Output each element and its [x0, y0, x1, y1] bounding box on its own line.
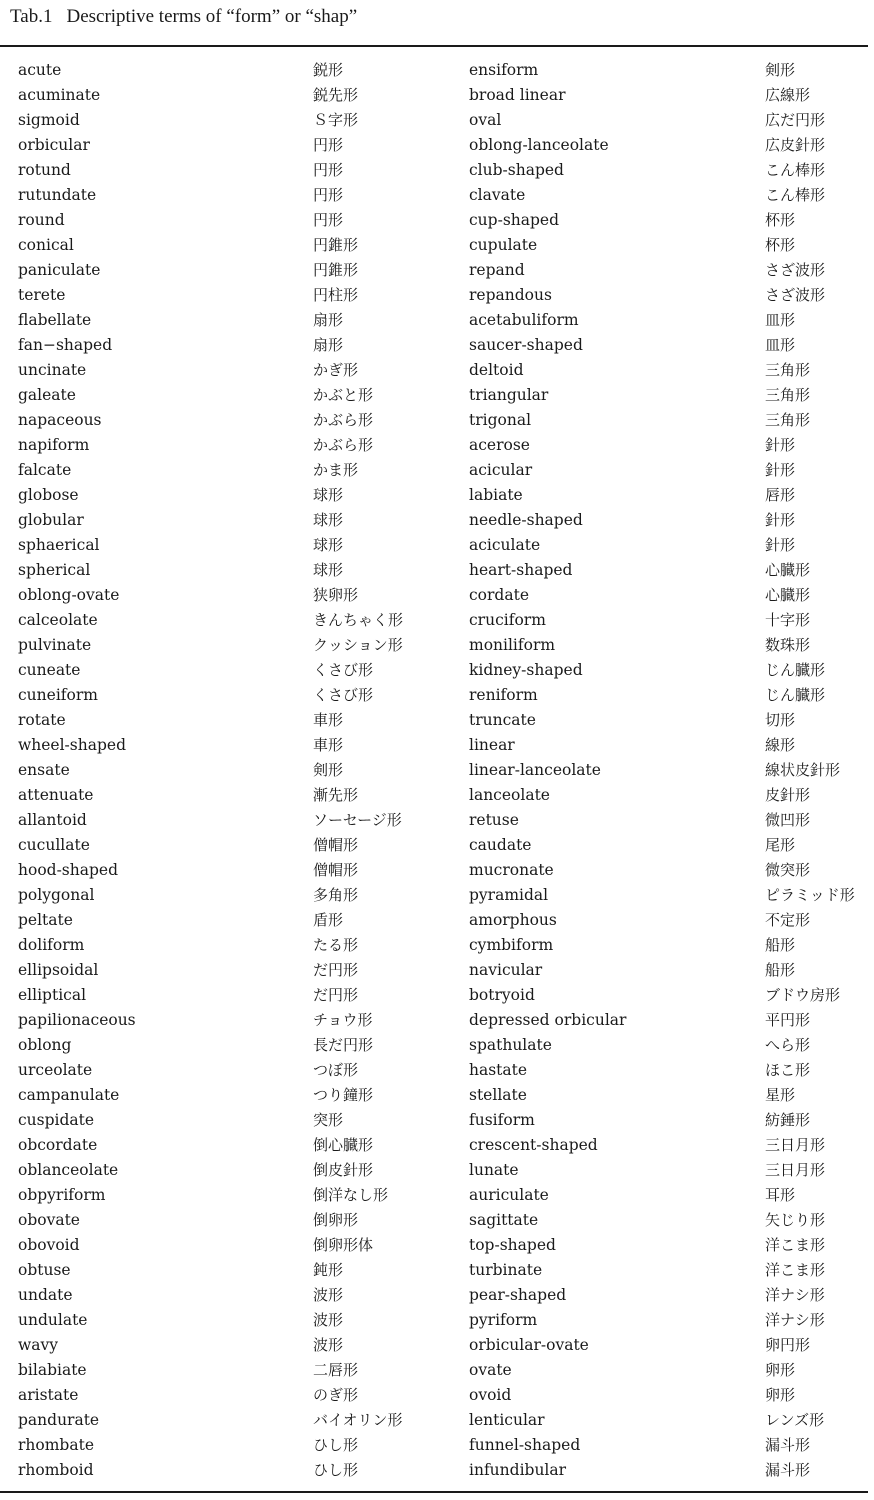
term-english-left: pulvinate	[18, 636, 92, 654]
term-english-right: hastate	[469, 1061, 528, 1079]
table-row	[0, 1283, 874, 1308]
term-english-right: infundibular	[469, 1461, 567, 1479]
table-row	[0, 383, 874, 408]
term-english-right: cordate	[469, 586, 529, 604]
term-japanese-left: 多角形	[313, 886, 359, 904]
term-english-left: bilabiate	[18, 1361, 87, 1379]
term-japanese-right: 三角形	[765, 361, 811, 379]
term-english-right: retuse	[469, 811, 519, 829]
term-japanese-right: 耳形	[765, 1186, 796, 1204]
term-english-left: galeate	[18, 386, 76, 404]
term-japanese-left: 倒洋なし形	[313, 1186, 389, 1204]
term-english-right: cupulate	[469, 236, 538, 254]
term-japanese-right: 三日月形	[765, 1161, 826, 1179]
term-japanese-right: 洋ナシ形	[765, 1286, 825, 1304]
term-japanese-left: かま形	[313, 461, 359, 479]
term-japanese-right: 皿形	[765, 311, 796, 329]
term-japanese-left: 円形	[313, 136, 344, 154]
term-english-left: oblong	[18, 1036, 72, 1054]
table-row	[0, 683, 874, 708]
term-japanese-right: 洋こま形	[765, 1236, 826, 1254]
term-japanese-right: さざ波形	[765, 261, 826, 279]
term-japanese-left: 円形	[313, 211, 344, 229]
term-japanese-left: 円形	[313, 186, 344, 204]
table-row	[0, 133, 874, 158]
term-japanese-left: ひし形	[313, 1461, 359, 1479]
term-japanese-right: 杯形	[765, 211, 796, 229]
term-japanese-right: 洋こま形	[765, 1261, 826, 1279]
term-english-left: terete	[18, 286, 66, 304]
table-row	[0, 1108, 874, 1133]
table-row	[0, 433, 874, 458]
table-row	[0, 933, 874, 958]
term-english-right: truncate	[469, 711, 536, 729]
term-english-left: urceolate	[18, 1061, 93, 1079]
term-english-right: caudate	[469, 836, 532, 854]
table-row	[0, 1458, 874, 1483]
term-english-left: hood-shaped	[18, 861, 119, 879]
table-number: Tab.1	[10, 6, 53, 27]
term-japanese-left: ひし形	[313, 1436, 359, 1454]
term-japanese-right: 広皮針形	[765, 136, 826, 154]
top-rule	[0, 45, 868, 47]
table-row	[0, 858, 874, 883]
table-row	[0, 283, 874, 308]
term-english-right: mucronate	[469, 861, 554, 879]
table-row	[0, 733, 874, 758]
term-english-left: cuneiform	[18, 686, 98, 704]
term-japanese-right: 漏斗形	[765, 1436, 811, 1454]
table-row	[0, 183, 874, 208]
term-japanese-right: 針形	[765, 536, 796, 554]
term-english-left: peltate	[18, 911, 73, 929]
table-row	[0, 983, 874, 1008]
table-row	[0, 1408, 874, 1433]
term-japanese-left: 扇形	[313, 311, 344, 329]
term-english-right: acicular	[469, 461, 533, 479]
term-japanese-left: 円錐形	[313, 236, 359, 254]
term-english-left: globose	[18, 486, 79, 504]
term-english-left: cuneate	[18, 661, 81, 679]
term-japanese-left: 長だ円形	[313, 1036, 374, 1054]
term-english-left: calceolate	[18, 611, 98, 629]
term-english-right: botryoid	[469, 986, 535, 1004]
term-japanese-left: くさび形	[313, 661, 374, 679]
term-japanese-left: 鋭先形	[313, 86, 359, 104]
term-english-left: ellipsoidal	[18, 961, 99, 979]
term-japanese-right: 紡錘形	[765, 1111, 811, 1129]
table-row	[0, 533, 874, 558]
term-japanese-left: 鋭形	[313, 61, 344, 79]
term-english-left: spherical	[18, 561, 91, 579]
table-row	[0, 58, 874, 83]
table-row	[0, 783, 874, 808]
table-row	[0, 458, 874, 483]
term-japanese-left: 突形	[313, 1111, 344, 1129]
term-english-left: wavy	[18, 1336, 59, 1354]
term-english-left: sphaerical	[18, 536, 100, 554]
term-english-left: wheel-shaped	[18, 736, 126, 754]
term-english-left: napaceous	[18, 411, 102, 429]
term-english-left: globular	[18, 511, 84, 529]
term-japanese-right: 尾形	[765, 836, 796, 854]
term-japanese-left: 僧帽形	[313, 861, 359, 879]
term-japanese-left: つり鐘形	[313, 1086, 374, 1104]
term-english-right: oval	[469, 111, 502, 129]
table-caption	[10, 6, 357, 28]
table-row	[0, 1333, 874, 1358]
term-english-left: allantoid	[18, 811, 87, 829]
term-english-left: flabellate	[18, 311, 92, 329]
term-japanese-left: ソーセージ形	[313, 811, 402, 829]
term-english-right: cup-shaped	[469, 211, 560, 229]
table-title: Descriptive terms of “form” or “shap”	[66, 6, 358, 27]
table-row	[0, 83, 874, 108]
term-english-right: ensiform	[469, 61, 539, 79]
table-row	[0, 1358, 874, 1383]
term-english-left: rhombate	[18, 1436, 94, 1454]
term-japanese-right: 広線形	[765, 86, 811, 104]
table-row	[0, 1208, 874, 1233]
term-english-right: turbinate	[469, 1261, 543, 1279]
term-japanese-right: レンズ形	[765, 1411, 825, 1429]
term-english-right: repand	[469, 261, 525, 279]
table-row	[0, 558, 874, 583]
term-english-left: orbicular	[18, 136, 90, 154]
term-japanese-right: 船形	[765, 936, 796, 954]
term-japanese-right: 心臓形	[765, 561, 811, 579]
term-japanese-right: 唇形	[765, 486, 796, 504]
term-english-right: spathulate	[469, 1036, 552, 1054]
term-japanese-right: へら形	[765, 1036, 811, 1054]
term-english-right: pyriform	[469, 1311, 538, 1329]
table-row	[0, 833, 874, 858]
term-english-right: cymbiform	[469, 936, 554, 954]
term-japanese-right: 十字形	[765, 611, 811, 629]
term-japanese-left: 倒卵形	[313, 1211, 359, 1229]
term-english-right: fusiform	[469, 1111, 535, 1129]
table-row	[0, 483, 874, 508]
term-japanese-right: ブドウ房形	[765, 986, 841, 1004]
term-japanese-left: 盾形	[313, 911, 344, 929]
term-japanese-right: 三角形	[765, 411, 811, 429]
term-japanese-right: こん棒形	[765, 186, 826, 204]
term-japanese-right: 針形	[765, 511, 796, 529]
term-english-right: auriculate	[469, 1186, 549, 1204]
term-japanese-left: かぶら形	[313, 411, 374, 429]
term-japanese-right: 三日月形	[765, 1136, 826, 1154]
term-japanese-left: 車形	[313, 736, 344, 754]
term-english-right: saucer-shaped	[469, 336, 583, 354]
table-row	[0, 1083, 874, 1108]
term-english-left: oblong-ovate	[18, 586, 120, 604]
term-japanese-left: かぶと形	[313, 386, 374, 404]
term-english-right: clavate	[469, 186, 526, 204]
table-row	[0, 1058, 874, 1083]
term-english-left: obovate	[18, 1211, 80, 1229]
term-english-right: reniform	[469, 686, 538, 704]
term-english-right: oblong-lanceolate	[469, 136, 609, 154]
term-japanese-right: 漏斗形	[765, 1461, 811, 1479]
term-japanese-left: だ円形	[313, 986, 359, 1004]
term-english-right: moniliform	[469, 636, 556, 654]
table-row	[0, 1033, 874, 1058]
table-row	[0, 358, 874, 383]
term-japanese-left: 球形	[313, 511, 344, 529]
table-row	[0, 1383, 874, 1408]
term-english-right: linear	[469, 736, 515, 754]
table-row	[0, 658, 874, 683]
term-english-left: napiform	[18, 436, 90, 454]
term-english-left: oblanceolate	[18, 1161, 119, 1179]
term-english-left: obpyriform	[18, 1186, 106, 1204]
table-row	[0, 908, 874, 933]
term-japanese-right: 星形	[765, 1086, 796, 1104]
table-row	[0, 1158, 874, 1183]
table-row	[0, 583, 874, 608]
term-english-right: triangular	[469, 386, 549, 404]
term-english-left: round	[18, 211, 65, 229]
term-english-right: ovoid	[469, 1386, 512, 1404]
term-english-right: cruciform	[469, 611, 546, 629]
table-row	[0, 158, 874, 183]
term-english-right: aciculate	[469, 536, 541, 554]
term-japanese-left: 倒心臓形	[313, 1136, 374, 1154]
term-english-left: sigmoid	[18, 111, 80, 129]
term-japanese-left: チョウ形	[313, 1011, 373, 1029]
term-english-right: navicular	[469, 961, 543, 979]
term-japanese-left: クッション形	[313, 636, 403, 654]
table-row	[0, 508, 874, 533]
term-english-right: lenticular	[469, 1411, 545, 1429]
term-japanese-left: 球形	[313, 536, 344, 554]
term-english-right: pyramidal	[469, 886, 549, 904]
term-japanese-right: 皿形	[765, 336, 796, 354]
term-japanese-left: 波形	[313, 1286, 344, 1304]
term-english-left: uncinate	[18, 361, 87, 379]
term-english-left: elliptical	[18, 986, 87, 1004]
term-english-left: pandurate	[18, 1411, 100, 1429]
term-japanese-left: バイオリン形	[313, 1411, 403, 1429]
term-english-left: polygonal	[18, 886, 95, 904]
table-row	[0, 808, 874, 833]
term-japanese-left: 倒皮針形	[313, 1161, 374, 1179]
term-japanese-left: くさび形	[313, 686, 374, 704]
term-japanese-right: さざ波形	[765, 286, 826, 304]
term-japanese-right: 卵形	[765, 1386, 796, 1404]
term-english-left: obcordate	[18, 1136, 98, 1154]
term-english-left: rhomboid	[18, 1461, 94, 1479]
table-row	[0, 958, 874, 983]
term-english-left: rutundate	[18, 186, 97, 204]
table-row	[0, 308, 874, 333]
term-japanese-left: 狭卵形	[313, 586, 359, 604]
term-japanese-left: つぼ形	[313, 1061, 359, 1079]
table-row	[0, 1183, 874, 1208]
table-row	[0, 333, 874, 358]
term-english-right: funnel-shaped	[469, 1436, 581, 1454]
table-row	[0, 233, 874, 258]
term-japanese-left: 波形	[313, 1336, 344, 1354]
term-english-left: ensate	[18, 761, 70, 779]
term-japanese-right: 心臓形	[765, 586, 811, 604]
term-japanese-right: 切形	[765, 711, 796, 729]
terms-table	[0, 58, 874, 1483]
term-english-right: acetabuliform	[469, 311, 579, 329]
term-japanese-right: 卵円形	[765, 1336, 811, 1354]
term-japanese-left: 二唇形	[313, 1361, 359, 1379]
term-english-right: repandous	[469, 286, 552, 304]
bottom-rule	[0, 1491, 868, 1493]
term-japanese-left: だ円形	[313, 961, 359, 979]
term-english-right: labiate	[469, 486, 523, 504]
term-japanese-left: 扇形	[313, 336, 344, 354]
term-english-left: rotund	[18, 161, 71, 179]
table-row	[0, 633, 874, 658]
term-english-left: cucullate	[18, 836, 90, 854]
term-japanese-left: 僧帽形	[313, 836, 359, 854]
term-japanese-right: じん臓形	[765, 686, 826, 704]
table-row	[0, 1233, 874, 1258]
term-english-left: paniculate	[18, 261, 101, 279]
term-japanese-right: ピラミッド形	[765, 886, 855, 904]
term-english-right: amorphous	[469, 911, 557, 929]
term-japanese-right: 杯形	[765, 236, 796, 254]
term-japanese-right: 三角形	[765, 386, 811, 404]
term-japanese-left: かぎ形	[313, 361, 359, 379]
term-japanese-right: じん臓形	[765, 661, 826, 679]
term-japanese-left: 球形	[313, 486, 344, 504]
term-japanese-right: 針形	[765, 461, 796, 479]
term-english-left: campanulate	[18, 1086, 120, 1104]
term-english-left: cuspidate	[18, 1111, 95, 1129]
term-japanese-left: 倒卵形体	[313, 1236, 374, 1254]
table-row	[0, 1308, 874, 1333]
term-japanese-right: 洋ナシ形	[765, 1311, 825, 1329]
term-japanese-right: 不定形	[765, 911, 811, 929]
term-japanese-left: きんちゃく形	[313, 611, 404, 629]
term-japanese-right: 卵形	[765, 1361, 796, 1379]
term-english-right: deltoid	[469, 361, 524, 379]
term-english-right: lanceolate	[469, 786, 550, 804]
term-japanese-left: 球形	[313, 561, 344, 579]
term-japanese-right: 船形	[765, 961, 796, 979]
term-english-left: acute	[18, 61, 62, 79]
table-row	[0, 758, 874, 783]
term-english-left: papilionaceous	[18, 1011, 136, 1029]
term-english-right: lunate	[469, 1161, 519, 1179]
term-english-left: conical	[18, 236, 74, 254]
term-english-right: heart-shaped	[469, 561, 573, 579]
term-japanese-left: 鈍形	[313, 1261, 344, 1279]
term-japanese-right: 剣形	[765, 61, 796, 79]
term-english-left: acuminate	[18, 86, 101, 104]
term-japanese-left: たる形	[313, 936, 359, 954]
table-row	[0, 108, 874, 133]
term-english-right: orbicular-ovate	[469, 1336, 589, 1354]
term-english-left: fan−shaped	[18, 336, 113, 354]
term-english-left: obtuse	[18, 1261, 71, 1279]
table-row	[0, 1008, 874, 1033]
term-japanese-left: 波形	[313, 1311, 344, 1329]
term-japanese-left: 円形	[313, 161, 344, 179]
table-row	[0, 608, 874, 633]
term-japanese-right: 線状皮針形	[765, 761, 841, 779]
term-japanese-right: こん棒形	[765, 161, 826, 179]
term-english-left: rotate	[18, 711, 66, 729]
term-japanese-right: 矢じり形	[765, 1211, 826, 1229]
term-english-right: ovate	[469, 1361, 512, 1379]
term-japanese-left: 剣形	[313, 761, 344, 779]
term-english-right: crescent-shaped	[469, 1136, 598, 1154]
term-english-right: broad linear	[469, 86, 566, 104]
table-row	[0, 408, 874, 433]
term-english-right: club-shaped	[469, 161, 564, 179]
term-english-left: doliform	[18, 936, 85, 954]
term-english-right: kidney-shaped	[469, 661, 583, 679]
term-japanese-left: かぶら形	[313, 436, 374, 454]
term-japanese-left: 円柱形	[313, 286, 359, 304]
term-english-right: sagittate	[469, 1211, 539, 1229]
term-english-right: linear-lanceolate	[469, 761, 601, 779]
table-row	[0, 208, 874, 233]
term-english-left: falcate	[18, 461, 72, 479]
table-row	[0, 883, 874, 908]
term-japanese-right: 数珠形	[765, 636, 811, 654]
term-japanese-left: Ｓ字形	[313, 111, 359, 129]
term-english-right: top-shaped	[469, 1236, 556, 1254]
term-japanese-left: 車形	[313, 711, 344, 729]
term-japanese-right: ほこ形	[765, 1061, 811, 1079]
table-row	[0, 1133, 874, 1158]
term-english-left: obovoid	[18, 1236, 80, 1254]
term-japanese-right: 微凹形	[765, 811, 811, 829]
term-japanese-right: 広だ円形	[765, 111, 826, 129]
term-japanese-right: 皮針形	[765, 786, 811, 804]
term-english-left: undulate	[18, 1311, 88, 1329]
term-japanese-right: 線形	[765, 736, 796, 754]
term-japanese-left: 円錐形	[313, 261, 359, 279]
term-english-right: pear-shaped	[469, 1286, 567, 1304]
term-english-right: needle-shaped	[469, 511, 583, 529]
table-row	[0, 258, 874, 283]
term-japanese-left: のぎ形	[313, 1386, 359, 1404]
term-english-left: attenuate	[18, 786, 94, 804]
table-row	[0, 708, 874, 733]
table-row	[0, 1433, 874, 1458]
term-japanese-left: 漸先形	[313, 786, 359, 804]
term-japanese-right: 微突形	[765, 861, 811, 879]
term-japanese-right: 針形	[765, 436, 796, 454]
table-row	[0, 1258, 874, 1283]
term-english-left: aristate	[18, 1386, 79, 1404]
term-english-left: undate	[18, 1286, 73, 1304]
term-english-right: depressed orbicular	[469, 1011, 627, 1029]
term-english-right: acerose	[469, 436, 530, 454]
term-japanese-right: 平円形	[765, 1011, 811, 1029]
term-english-right: trigonal	[469, 411, 532, 429]
term-english-right: stellate	[469, 1086, 527, 1104]
